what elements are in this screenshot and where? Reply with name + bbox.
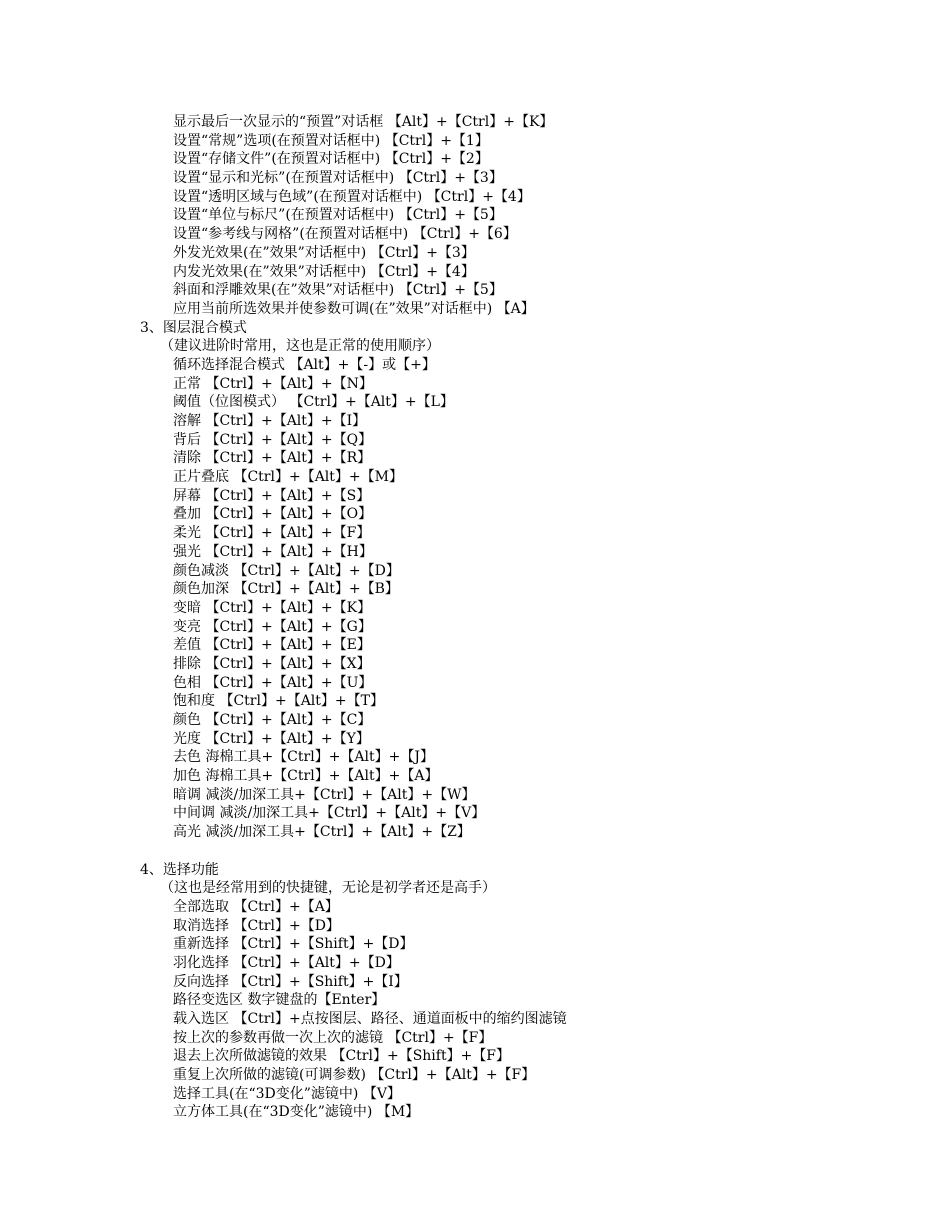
section-4-note: （这也是经常用到的快捷键，无论是初学者还是高手） [160,880,496,897]
shortcut-line: 路径变选区 数字键盘的【Enter】 [173,992,386,1009]
shortcut-line: 光度 【Ctrl】+【Alt】+【Y】 [173,730,370,747]
shortcut-line: 设置“常规”选项(在预置对话框中) 【Ctrl】+【1】 [173,132,489,149]
shortcut-line: 循环选择混合模式 【Alt】+【-】或【+】 [173,356,436,373]
shortcut-line: 柔光 【Ctrl】+【Alt】+【F】 [173,525,371,542]
shortcut-line: 差值 【Ctrl】+【Alt】+【E】 [173,637,371,654]
shortcut-line: 正片叠底 【Ctrl】+【Alt】+【M】 [173,469,403,486]
shortcut-line: 设置“透明区域与色域”(在预置对话框中) 【Ctrl】+【4】 [173,188,531,205]
shortcut-line: 饱和度 【Ctrl】+【Alt】+【T】 [173,693,384,710]
shortcut-line: 暗调 减淡/加深工具+【Ctrl】+【Alt】+【W】 [173,786,476,803]
shortcut-line: 全部选取 【Ctrl】+【A】 [173,898,339,915]
shortcut-line: 退去上次所做滤镜的效果 【Ctrl】+【Shift】+【F】 [173,1048,511,1065]
shortcut-line: 排除 【Ctrl】+【Alt】+【X】 [173,655,371,672]
shortcut-line: 中间调 减淡/加深工具+【Ctrl】+【Alt】+【V】 [173,805,486,822]
section-3-heading: 3、图层混合模式 [140,319,247,336]
shortcut-line: 反向选择 【Ctrl】+【Shift】+【I】 [173,973,408,990]
shortcut-line: 叠加 【Ctrl】+【Alt】+【O】 [173,506,373,523]
selection-shortcut-list [0,898,950,1122]
shortcut-line: 加色 海棉工具+【Ctrl】+【Alt】+【A】 [173,768,439,785]
shortcut-line: 变暗 【Ctrl】+【Alt】+【K】 [173,599,372,616]
shortcut-line: 羽化选择 【Ctrl】+【Alt】+【D】 [173,954,400,971]
shortcut-line: 色相 【Ctrl】+【Alt】+【U】 [173,674,373,691]
shortcut-line: 载入选区 【Ctrl】+点按图层、路径、通道面板中的缩约图滤镜 [173,1011,567,1027]
shortcut-line: 设置“存储文件”(在预置对话框中) 【Ctrl】+【2】 [173,151,489,168]
shortcut-line: 重新选择 【Ctrl】+【Shift】+【D】 [173,936,414,953]
blend-mode-shortcut-list [0,356,950,842]
shortcut-line: 设置“参考线与网格”(在预置对话框中) 【Ctrl】+【6】 [173,226,517,243]
section-3-note: （建议进阶时常用，这也是正常的使用顺序） [160,338,440,355]
shortcut-line: 取消选择 【Ctrl】+【D】 [173,917,340,934]
shortcut-line: 颜色减淡 【Ctrl】+【Alt】+【D】 [173,562,400,579]
shortcut-line: 背后 【Ctrl】+【Alt】+【Q】 [173,431,373,448]
preferences-shortcut-list [0,113,950,319]
shortcut-line: 应用当前所选效果并使参数可调(在”效果”对话框中) 【A】 [173,300,535,317]
document-page [0,113,950,1122]
shortcut-line: 颜色加深 【Ctrl】+【Alt】+【B】 [173,581,399,598]
shortcut-line: 溶解 【Ctrl】+【Alt】+【I】 [173,413,367,429]
shortcut-line: 变亮 【Ctrl】+【Alt】+【G】 [173,618,372,635]
shortcut-line: 屏幕 【Ctrl】+【Alt】+【S】 [173,487,371,504]
shortcut-line: 外发光效果(在”效果”对话框中) 【Ctrl】+【3】 [173,244,475,261]
shortcut-line: 强光 【Ctrl】+【Alt】+【H】 [173,543,373,560]
section-spacer [0,842,950,861]
shortcut-line: 设置“显示和光标”(在预置对话框中) 【Ctrl】+【3】 [173,170,503,187]
shortcut-line: 选择工具(在“3D变化”滤镜中) 【V】 [173,1085,401,1102]
shortcut-line: 清除 【Ctrl】+【Alt】+【R】 [173,450,372,467]
shortcut-line: 去色 海棉工具+【Ctrl】+【Alt】+【J】 [173,749,434,766]
shortcut-line: 内发光效果(在”效果”对话框中) 【Ctrl】+【4】 [173,263,475,280]
shortcut-line: 重复上次所做的滤镜(可调参数) 【Ctrl】+【Alt】+【F】 [173,1067,536,1084]
shortcut-line: 显示最后一次显示的“预置”对话框 【Alt】+【Ctrl】+【K】 [173,114,554,130]
shortcut-line: 斜面和浮雕效果(在”效果”对话框中) 【Ctrl】+【5】 [173,282,503,299]
shortcut-line: 高光 减淡/加深工具+【Ctrl】+【Alt】+【Z】 [173,824,471,841]
section-4-heading: 4、选择功能 [140,861,219,878]
shortcut-line: 立方体工具(在“3D变化”滤镜中) 【M】 [173,1104,420,1121]
shortcut-line: 阈值（位图模式） 【Ctrl】+【Alt】+【L】 [173,394,454,411]
shortcut-line: 颜色 【Ctrl】+【Alt】+【C】 [173,712,372,728]
shortcut-line: 设置“单位与标尺”(在预置对话框中) 【Ctrl】+【5】 [173,207,503,224]
shortcut-line: 按上次的参数再做一次上次的滤镜 【Ctrl】+【F】 [173,1029,493,1046]
shortcut-line: 正常 【Ctrl】+【Alt】+【N】 [173,375,373,392]
